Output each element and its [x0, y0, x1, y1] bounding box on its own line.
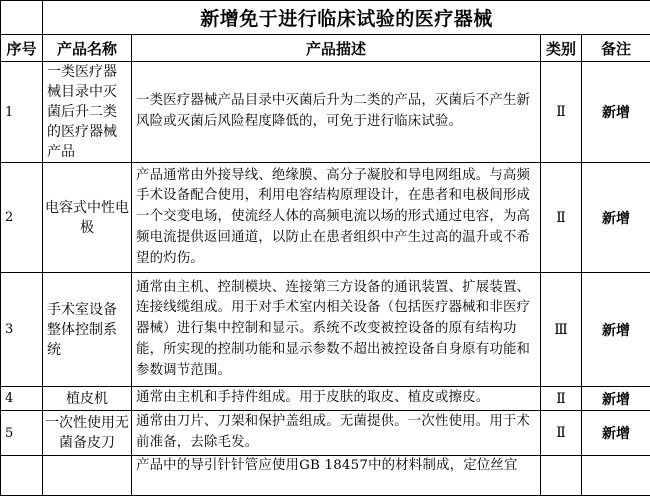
- row-description: 通常由刀片、刀架和保护盖组成。无菌提供。一次性使用。用于术前准备，去除毛发。: [132, 411, 541, 456]
- row-category: Ⅲ: [541, 273, 582, 387]
- row-description: 产品中的导引针针管应使用GB 18457中的材料制成，定位丝宜: [132, 456, 541, 496]
- row-category: Ⅱ: [541, 387, 582, 411]
- table-row: [1, 411, 650, 456]
- row-name: 电容式中性电极: [43, 163, 132, 273]
- table-row: [1, 456, 650, 496]
- table-row: [1, 163, 650, 273]
- header-row: [1, 35, 650, 62]
- row-name: [43, 456, 132, 496]
- header-index: 序号: [1, 35, 43, 62]
- row-remark: 新增: [582, 163, 650, 273]
- row-index: 4: [1, 387, 43, 411]
- row-index: 2: [1, 163, 43, 273]
- row-description: 通常由主机、控制模块、连接第三方设备的通讯装置、扩展装置、连接线缆组成。用于对手术室内相关设备（包括医疗器械和非医疗器械）进行集中控制和显示。系统不改变被控设备的原有结构功能，所实现的控制功能和显示参数不超出被控设备自身原有功能和参数调节范围。: [132, 273, 541, 387]
- row-category: Ⅱ: [541, 163, 582, 273]
- row-category: Ⅱ: [541, 62, 582, 163]
- row-remark: 新增: [582, 387, 650, 411]
- table-title: 新增免于进行临床试验的医疗器械: [43, 1, 650, 35]
- row-category: [541, 456, 582, 496]
- row-name: 植皮机: [43, 387, 132, 411]
- row-remark: [582, 456, 650, 496]
- row-remark: 新增: [582, 273, 650, 387]
- header-category: 类别: [541, 35, 582, 62]
- table-row: [1, 62, 650, 163]
- header-name: 产品名称: [43, 35, 132, 62]
- row-description: 通常由主机和手持件组成。用于皮肤的取皮、植皮或擦皮。: [132, 387, 541, 411]
- table-row: [1, 387, 650, 411]
- row-category: Ⅱ: [541, 411, 582, 456]
- row-description: 一类医疗器械产品目录中灭菌后升为二类的产品，灭菌后不产生新风险或灭菌后风险程度降低的，可免于进行临床试验。: [132, 62, 541, 163]
- row-description: 产品通常由外接导线、绝缘膜、高分子凝胶和导电网组成。与高频手术设备配合使用，利用电容结构原理设计，在患者和电极间形成一个交变电场，使流经人体的高频电流以场的形式通过电容，为高频电流提供返回通道，以防止在患者组织中产生过高的温升或不希望的灼伤。: [132, 163, 541, 273]
- header-remark: 备注: [582, 35, 650, 62]
- row-index: [1, 456, 43, 496]
- table-row: [1, 273, 650, 387]
- row-remark: 新增: [582, 62, 650, 163]
- row-index: 5: [1, 411, 43, 456]
- row-name: 一次性使用无菌备皮刀: [43, 411, 132, 456]
- title-row: [1, 1, 650, 35]
- row-name: 手术室设备整体控制系统: [43, 273, 132, 387]
- row-name: 一类医疗器械目录中灭菌后升二类的医疗器械产品: [43, 62, 132, 163]
- header-description: 产品描述: [132, 35, 541, 62]
- row-index: 3: [1, 273, 43, 387]
- row-index: 1: [1, 62, 43, 163]
- row-remark: 新增: [582, 411, 650, 456]
